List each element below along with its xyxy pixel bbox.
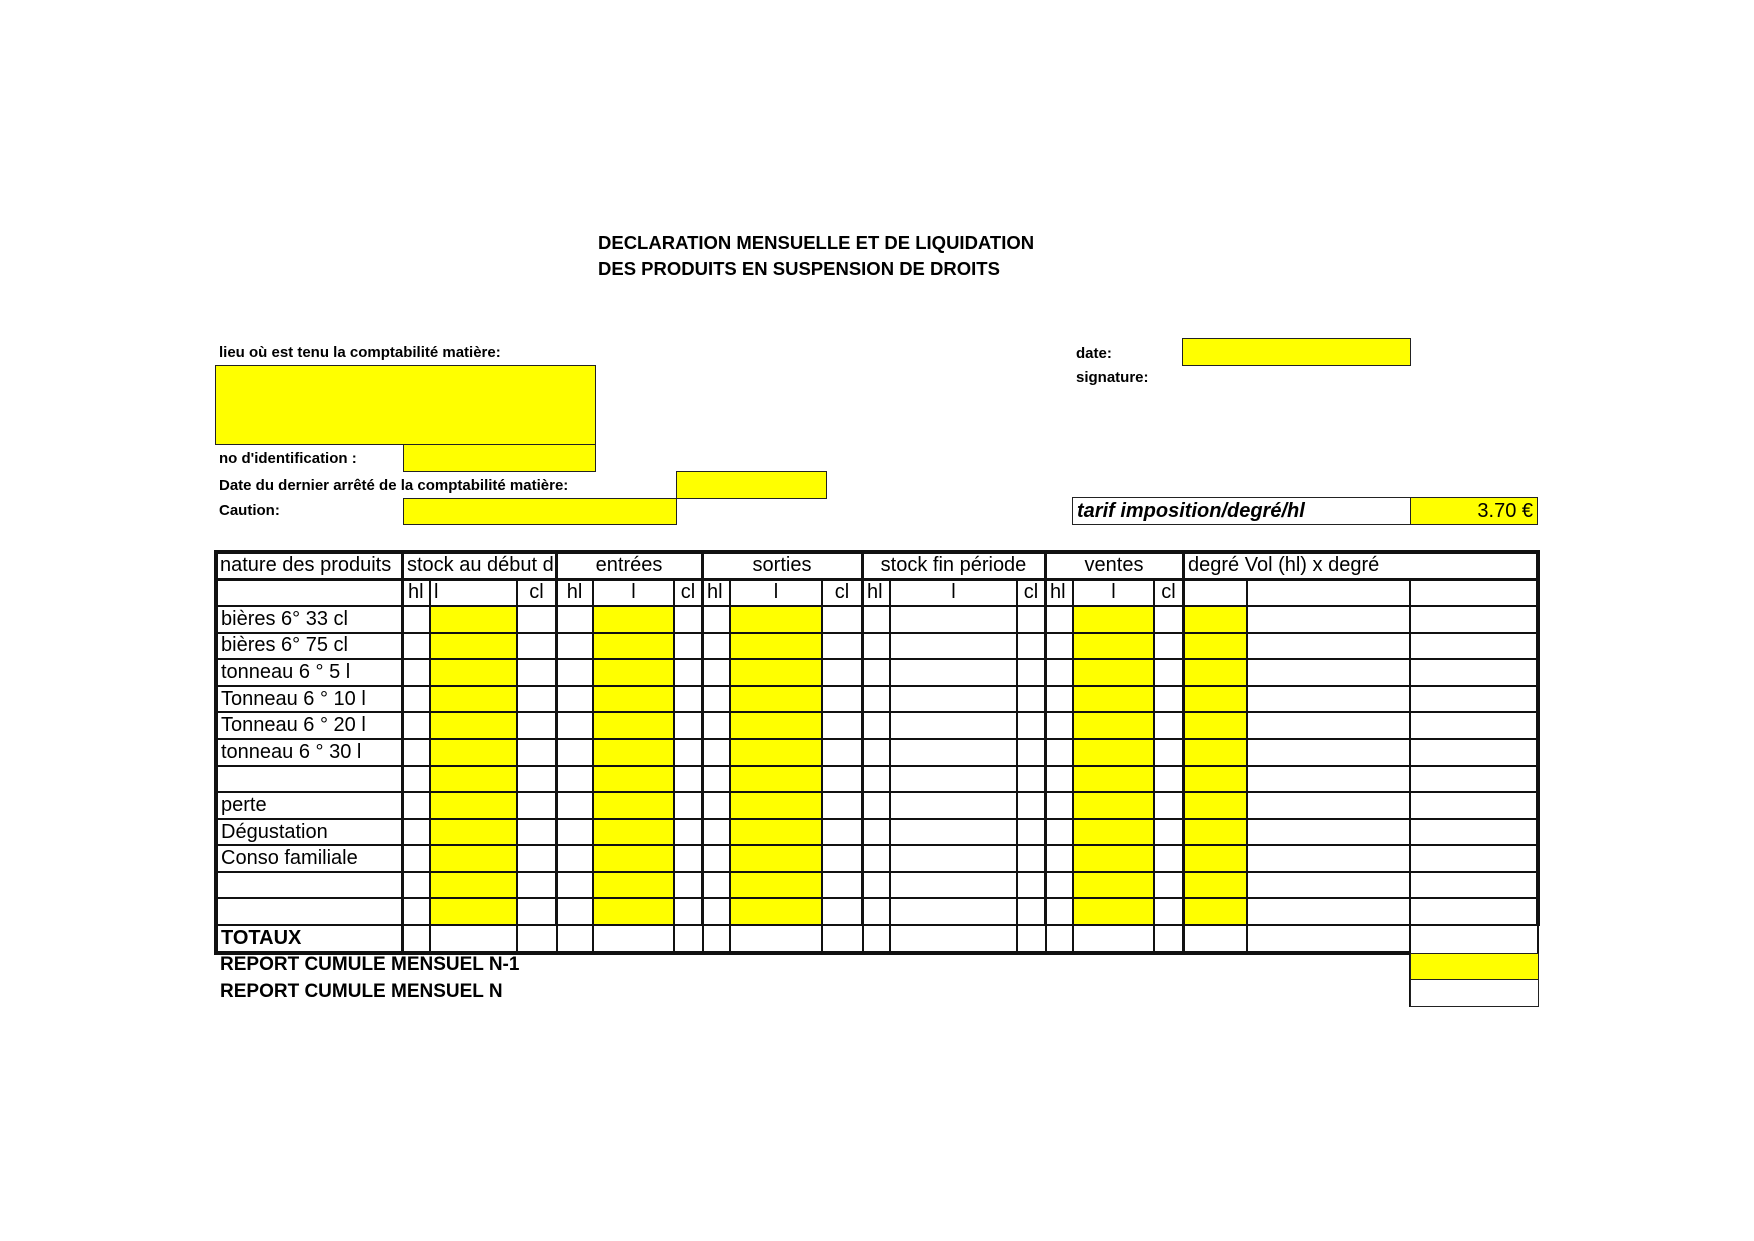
header-entrees: entrées	[595, 554, 663, 576]
sub-entrees-hl: hl	[566, 581, 583, 603]
col-border	[1072, 579, 1074, 953]
caution-field[interactable]	[403, 498, 677, 525]
report-current-field[interactable]	[1410, 979, 1539, 1007]
table-left-border	[214, 550, 218, 955]
col-border	[702, 925, 704, 953]
sub-entrees-cl: cl	[680, 581, 696, 603]
table-right-border	[1536, 550, 1540, 926]
header-stock-fin: stock fin période	[880, 554, 1027, 576]
sub-stock-l: l	[434, 581, 439, 603]
identification-label: no d'identification :	[219, 450, 357, 467]
col-border	[1182, 550, 1185, 955]
report-previous-field[interactable]	[1410, 953, 1539, 980]
col-border	[1246, 579, 1248, 953]
signature-label: signature:	[1076, 369, 1149, 386]
col-border	[861, 550, 864, 926]
row-divider	[215, 791, 1538, 793]
sub-stock-hl: hl	[408, 581, 424, 603]
col-border	[673, 579, 675, 953]
col-border	[862, 925, 864, 953]
col-border	[1016, 579, 1018, 953]
row-label: tonneau 6 ° 30 l	[221, 741, 362, 763]
table-top-border	[215, 550, 1539, 554]
sub-sorties-hl: hl	[707, 581, 723, 603]
sub-stock-fin-cl: cl	[1023, 581, 1039, 603]
row-label: tonneau 6 ° 5 l	[221, 661, 351, 683]
col-border	[701, 550, 704, 926]
sub-stock-fin-l: l	[951, 581, 956, 603]
row-label: Conso familiale	[221, 847, 358, 869]
sub-sorties-l: l	[773, 581, 779, 603]
row-divider	[215, 658, 1538, 660]
title-line-2: DES PRODUITS EN SUSPENSION DE DROITS	[598, 258, 1000, 279]
sub-sorties-cl: cl	[834, 581, 850, 603]
sub-ventes-hl: hl	[1050, 581, 1066, 603]
sub-stock-fin-hl: hl	[867, 581, 883, 603]
report-previous-label: REPORT CUMULE MENSUEL N-1	[220, 954, 520, 975]
row-divider	[215, 844, 1538, 846]
caution-label: Caution:	[219, 502, 280, 519]
header-ventes: ventes	[1084, 554, 1144, 576]
row-divider	[215, 632, 1538, 634]
header-sorties: sorties	[752, 554, 812, 576]
date-dernier-arrete-label: Date du dernier arrêté de la comptabilité matière:	[219, 477, 569, 494]
col-border	[889, 579, 891, 953]
report-current-label: REPORT CUMULE MENSUEL N	[220, 981, 503, 1002]
col-border	[729, 579, 731, 953]
row-label: Dégustation	[221, 821, 328, 843]
tarif-value[interactable]: 3.70 €	[1410, 497, 1538, 525]
row-divider	[215, 711, 1538, 713]
title-line-1: DECLARATION MENSUELLE ET DE LIQUIDATION	[598, 232, 1035, 253]
header-stock-debut: stock au début d	[407, 554, 554, 576]
row-divider	[215, 871, 1538, 873]
row-divider	[215, 685, 1538, 687]
date-label: date:	[1076, 345, 1112, 362]
row-label: bières 6° 75 cl	[221, 634, 348, 656]
identification-field[interactable]	[403, 444, 596, 472]
col-border	[821, 579, 823, 953]
row-divider	[215, 738, 1538, 740]
sub-entrees-l: l	[631, 581, 636, 603]
row-label: Tonneau 6 ° 20 l	[221, 714, 366, 736]
col-border	[555, 550, 558, 926]
header-bottom-border	[215, 578, 1539, 581]
row-divider	[215, 605, 1538, 607]
col-border	[401, 550, 404, 955]
row-divider	[215, 765, 1538, 767]
totals-label: TOTAUX	[221, 927, 302, 949]
col-border	[429, 579, 431, 953]
tarif-label: tarif imposition/degré/hl	[1072, 497, 1411, 525]
col-border	[516, 579, 518, 953]
row-label: perte	[221, 794, 267, 816]
header-nature: nature des produits	[220, 554, 392, 576]
document-title	[598, 230, 1034, 282]
row-divider	[215, 818, 1538, 820]
date-field[interactable]	[1182, 338, 1411, 366]
sub-stock-cl: cl	[529, 581, 544, 603]
row-label: Tonneau 6 ° 10 l	[221, 688, 366, 710]
col-border	[592, 579, 594, 953]
lieu-field[interactable]	[215, 365, 596, 445]
col-border	[1044, 550, 1047, 926]
date-dernier-arrete-field[interactable]	[676, 471, 827, 499]
lieu-label: lieu où est tenu la comptabilité matière:	[219, 344, 501, 361]
sub-ventes-l: l	[1111, 581, 1116, 603]
row-divider	[215, 897, 1538, 899]
sub-ventes-cl: cl	[1161, 581, 1176, 603]
header-degre-vol: degré Vol (hl) x degré	[1188, 554, 1380, 576]
row-label: bières 6° 33 cl	[221, 608, 348, 630]
col-border	[1045, 925, 1047, 953]
row-divider	[215, 924, 1538, 926]
col-border	[556, 925, 558, 953]
col-border	[1409, 579, 1411, 1007]
col-border	[1153, 579, 1155, 953]
